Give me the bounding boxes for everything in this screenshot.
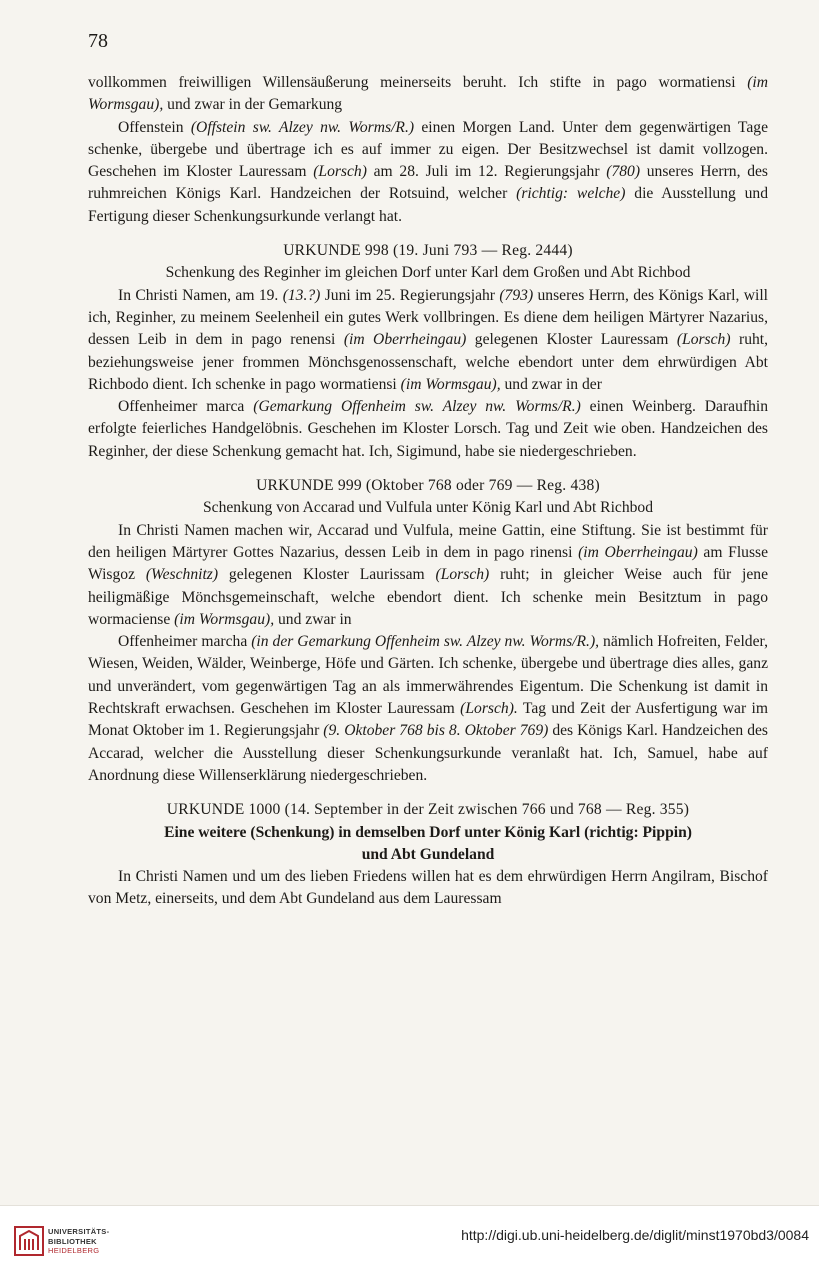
- text-run: und zwar in der Gemarkung: [163, 96, 343, 114]
- italic-annotation: (Lorsch): [313, 163, 367, 181]
- text-run: unseres Herrn, des Königs Karl, will ich, Reginher, zu meinem Seelenheil ein gutes Werk vollbringen. Es diene dem heiligen Märtyrer Nazarius, dessen Leib in dem in pago renensi: [88, 286, 768, 349]
- library-footer: [0, 1205, 819, 1274]
- italic-annotation: (Gemarkung Offenheim sw. Alzey nw. Worms/R.): [253, 398, 581, 416]
- text-run: des Königs Karl. Handzeichen des Accarad, welcher die Ausstellung dieser Schenkungsurkunde veranlaßt hat. Ich, Samuel, habe auf Anordnung diese Willenserklärung niedergeschrieben.: [88, 722, 769, 784]
- text-run: In Christi Namen machen wir, Accarad und Vulfula, meine Gattin, eine Stiftung. Sie ist bestimmt für den heiligen Märtyrer Gottes Nazarius, dessen Leib in dem in pago rinensi: [88, 521, 768, 561]
- charter-heading-1000: URKUNDE 1000 (14. September in der Zeit zwischen 766 und 768 — Reg. 355): [166, 801, 690, 819]
- text-run: Juni im 25. Regierungsjahr: [320, 286, 500, 304]
- italic-annotation: (Lorsch).: [460, 700, 518, 718]
- text-run: Offenheimer marca: [118, 398, 254, 416]
- italic-annotation: (im Wormsgau),: [174, 610, 275, 628]
- text-run: und zwar in der: [500, 375, 602, 393]
- italic-annotation: (Weschnitz): [145, 566, 219, 584]
- text-run: gelegenen Kloster Lauressam: [466, 331, 677, 349]
- text-run: ruht; in gleicher Weise auch für jene heiligmäßige Mönchsgemeinschaft, welche ebendort dient. Ich schenke mein Besitztum in pago wormaciense: [88, 566, 768, 628]
- italic-annotation: (780): [606, 163, 641, 181]
- charter-subheading-1000-line2: und Abt Gundeland: [361, 845, 495, 863]
- library-name: UNIVERSITÄTS- BIBLIOTHEK HEIDELBERG: [48, 1227, 110, 1255]
- text-run: am 28. Juli im 12. Regierungsjahr: [366, 163, 607, 181]
- italic-annotation: (im Oberrheingau): [343, 331, 467, 349]
- source-url-link[interactable]: http://digi.ub.uni-heidelberg.de/diglit/minst1970bd3/0084: [461, 1227, 809, 1243]
- charter-subheading-999: Schenkung von Accarad und Vulfula unter König Karl und Abt Richbod: [202, 499, 654, 517]
- text-run: Offenstein: [118, 118, 191, 136]
- italic-annotation: (9. Oktober 768 bis 8. Oktober 769): [323, 722, 549, 740]
- paragraph: [88, 396, 768, 463]
- text-run: Tag und Zeit der Ausfertigung war im Monat Oktober im 1. Regierungsjahr: [88, 700, 768, 740]
- paragraph: [88, 631, 768, 787]
- italic-annotation: (im Wormsgau),: [88, 74, 768, 114]
- charter-subheading-1000-line1: Eine weitere (Schenkung) in demselben Dorf unter König Karl (richtig: Pippin): [164, 823, 692, 841]
- italic-annotation: (richtig: welche): [516, 185, 626, 203]
- text-run: Offenheimer marcha: [118, 633, 252, 651]
- text-run: unseres Herrn, des ruhmreichen Königs Karl. Handzeichen der Rotsuind, welcher: [88, 163, 769, 203]
- italic-annotation: (793): [499, 286, 534, 304]
- text-run: ruht, beziehungsweise jener frommen Mönchsgenossenschaft, welche ebendort unter dem ehrwürdigen Abt Richbodo dient. Ich schenke in pago wormatiensi: [88, 331, 769, 393]
- text-run: gelegenen Kloster Laurissam: [218, 566, 436, 584]
- italic-annotation: (13.?): [282, 286, 321, 304]
- paragraph: [88, 866, 768, 911]
- text-run: nämlich Hofreiten, Felder, Wiesen, Weiden, Wälder, Weinberge, Höfe und Gärten. Ich schenke, übergebe und übertrage dies alles, ganz und unverändert, vom gegenwärtigen Tag an als immerwährendes Eigentum. Die Schenkung ist damit in Rechtskraft erwachsen. Geschehen im Kloster Lauressam: [88, 633, 768, 718]
- italic-annotation: (im Oberrheingau): [578, 543, 698, 561]
- italic-annotation: (Lorsch): [435, 566, 490, 584]
- library-logo-icon: [14, 1226, 44, 1256]
- italic-annotation: (in der Gemarkung Offenheim sw. Alzey nw. Worms/R.),: [251, 633, 600, 651]
- text-run: und zwar in: [274, 610, 352, 628]
- document-body: [88, 72, 768, 911]
- italic-annotation: (Offstein sw. Alzey nw. Worms/R.): [190, 118, 415, 136]
- paragraph: [88, 285, 768, 396]
- page-number: 78: [88, 30, 108, 52]
- text-run: die Ausstellung und Fertigung dieser Schenkungsurkunde verlangt hat.: [88, 185, 769, 225]
- charter-heading-998: URKUNDE 998 (19. Juni 793 — Reg. 2444): [283, 242, 573, 260]
- paragraph: [88, 72, 768, 117]
- paragraph: [88, 520, 768, 631]
- charter-subheading-998: Schenkung des Reginher im gleichen Dorf unter Karl dem Großen und Abt Richbod: [165, 264, 691, 282]
- text-run: vollkommen freiwilligen Willensäußerung meinerseits beruht. Ich stifte in pago wormatiensi: [88, 74, 748, 91]
- text-run: In Christi Namen, am 19.: [118, 286, 283, 304]
- text-run: In Christi Namen und um des lieben Friedens willen hat es dem ehrwürdigen Herrn Angilram, Bischof von Metz, einerseits, und dem Abt Gundeland aus dem Lauressam: [88, 868, 768, 908]
- text-run: einen Morgen Land. Unter dem gegenwärtigen Tage schenke, übergebe und übertrage ich es auf immer zu eigen. Der Besitzwechsel ist damit vollzogen. Geschehen im Kloster Lauressam: [88, 118, 768, 181]
- italic-annotation: (im Wormsgau),: [400, 375, 501, 393]
- text-run: einen Weinberg. Daraufhin erfolgte feierliches Handgelöbnis. Geschehen im Kloster Lorsch. Tag und Zeit wie oben. Handzeichen des Reginher, der diese Schenkung gemacht hat. Ich, Sigimund, habe sie niedergeschrieben.: [88, 398, 768, 460]
- charter-heading-999: URKUNDE 999 (Oktober 768 oder 769 — Reg. 438): [256, 477, 600, 495]
- italic-annotation: (Lorsch): [676, 331, 731, 349]
- text-run: am Flusse Wisgoz: [88, 543, 769, 584]
- paragraph: [88, 117, 768, 228]
